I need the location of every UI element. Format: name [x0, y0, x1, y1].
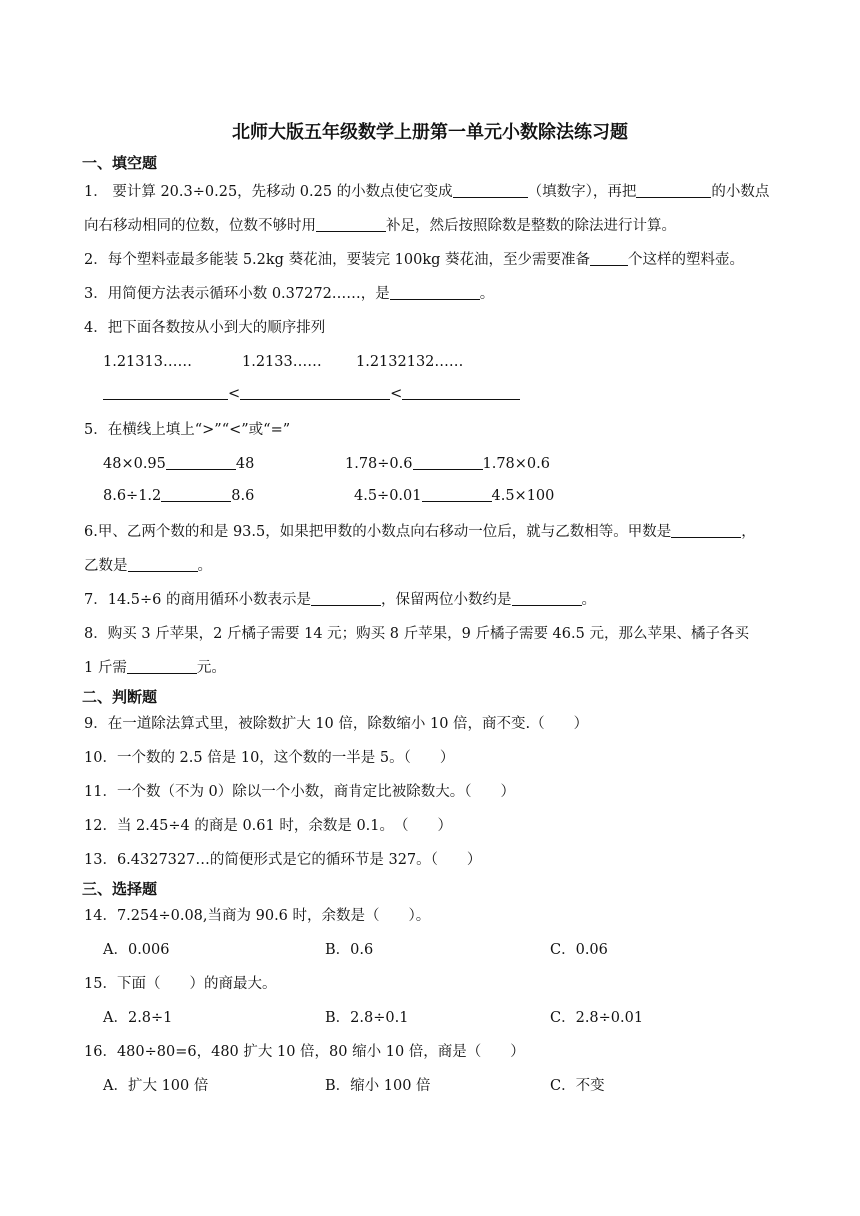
- compare-4: 4.5÷0.01 4.5×100: [354, 488, 555, 504]
- question-8-line-1: 8．购买 3 斤苹果，2 斤橘子需要 14 元；购买 8 斤苹果，9 斤橘子需要 46.5 元，那么苹果、橘子各买: [84, 626, 749, 642]
- question-9: 9．在一道除法算式里，被除数扩大 10 倍，除数缩小 10 倍，商不变.（ ）: [84, 716, 589, 732]
- option-a[interactable]: A．0.006: [103, 942, 170, 958]
- answer-blank[interactable]: [453, 183, 528, 198]
- question-8-line-2: 1 斤需 元。: [84, 660, 226, 676]
- number-1: 1.21313……: [103, 354, 192, 370]
- number-3: 1.2132132……: [356, 354, 464, 370]
- answer-blank[interactable]: [127, 659, 197, 674]
- answer-blank[interactable]: [103, 385, 228, 400]
- answer-blank[interactable]: [671, 523, 741, 538]
- option-c[interactable]: C．不变: [550, 1078, 605, 1094]
- section-heading-fill-in: 一、填空题: [82, 154, 158, 172]
- question-14: 14．7.254÷0.08,当商为 90.6 时，余数是（ ）。: [84, 908, 431, 924]
- question-4: 4．把下面各数按从小到大的顺序排列: [84, 320, 326, 336]
- section-heading-multiple-choice: 三、选择题: [82, 880, 158, 898]
- answer-blank[interactable]: [311, 591, 381, 606]
- option-b[interactable]: B．缩小 100 倍: [325, 1078, 431, 1094]
- question-12: 12．当 2.45÷4 的商是 0.61 时，余数是 0.1。 （ ）: [84, 818, 452, 834]
- question-1-line-2: 向右移动相同的位数，位数不够时用 补足，然后按照除数是整数的除法进行计算。: [84, 218, 676, 234]
- option-a[interactable]: A．扩大 100 倍: [103, 1078, 209, 1094]
- option-c[interactable]: C．0.06: [550, 942, 608, 958]
- compare-2: 1.78÷0.6 1.78×0.6: [345, 456, 550, 472]
- answer-blank[interactable]: [636, 183, 711, 198]
- answer-blank[interactable]: [422, 487, 492, 502]
- answer-blank[interactable]: [316, 217, 386, 232]
- compare-1: 48×0.95 48: [103, 456, 255, 472]
- answer-blank[interactable]: [240, 385, 390, 400]
- page-title: 北师大版五年级数学上册第一单元小数除法练习题: [232, 122, 628, 143]
- option-b[interactable]: B．0.6: [325, 942, 374, 958]
- question-1-line-1: 1． 要计算 20.3÷0.25，先移动 0.25 的小数点使它变成 （填数字），再把 的小数点: [84, 184, 770, 200]
- answer-blank[interactable]: [390, 285, 480, 300]
- ordering-blanks: < <: [103, 384, 520, 404]
- question-6-line-1: 6.甲、乙两个数的和是 93.5，如果把甲数的小数点向右移动一位后，就与乙数相等。甲数是 ，: [84, 524, 756, 540]
- question-3: 3．用简便方法表示循环小数 0.37272……，是 。: [84, 286, 495, 302]
- answer-blank[interactable]: [161, 487, 231, 502]
- question-10: 10．一个数的 2.5 倍是 10，这个数的一半是 5。（ ）: [84, 750, 455, 766]
- question-7: 7．14.5÷6 的商用循环小数表示是 ，保留两位小数约是 。: [84, 592, 596, 608]
- option-a[interactable]: A．2.8÷1: [103, 1010, 173, 1026]
- question-5: 5．在横线上填上“>”“<”或“=”: [84, 422, 291, 438]
- answer-blank[interactable]: [512, 591, 582, 606]
- question-2: 2．每个塑料壶最多能装 5.2kg 葵花油，要装完 100kg 葵花油，至少需要准备 个这样的塑料壶。: [84, 252, 745, 268]
- question-13: 13．6.4327327…的简便形式是它的循环节是 327。（ ）: [84, 852, 482, 868]
- option-c[interactable]: C．2.8÷0.01: [550, 1010, 644, 1026]
- answer-blank[interactable]: [413, 455, 483, 470]
- answer-blank[interactable]: [402, 385, 520, 400]
- question-15: 15．下面（ ）的商最大。: [84, 976, 277, 992]
- answer-blank[interactable]: [166, 455, 236, 470]
- question-11: 11．一个数（不为 0）除以一个小数，商肯定比被除数大。（ ）: [84, 784, 516, 800]
- option-b[interactable]: B．2.8÷0.1: [325, 1010, 409, 1026]
- section-heading-true-false: 二、判断题: [82, 688, 158, 706]
- question-6-line-2: 乙数是 。: [84, 558, 212, 574]
- compare-3: 8.6÷1.2 8.6: [103, 488, 255, 504]
- answer-blank[interactable]: [128, 557, 198, 572]
- number-2: 1.2133……: [242, 354, 322, 370]
- question-16: 16．480÷80=6，480 扩大 10 倍，80 缩小 10 倍，商是（ ）: [84, 1044, 525, 1060]
- answer-blank[interactable]: [590, 251, 628, 266]
